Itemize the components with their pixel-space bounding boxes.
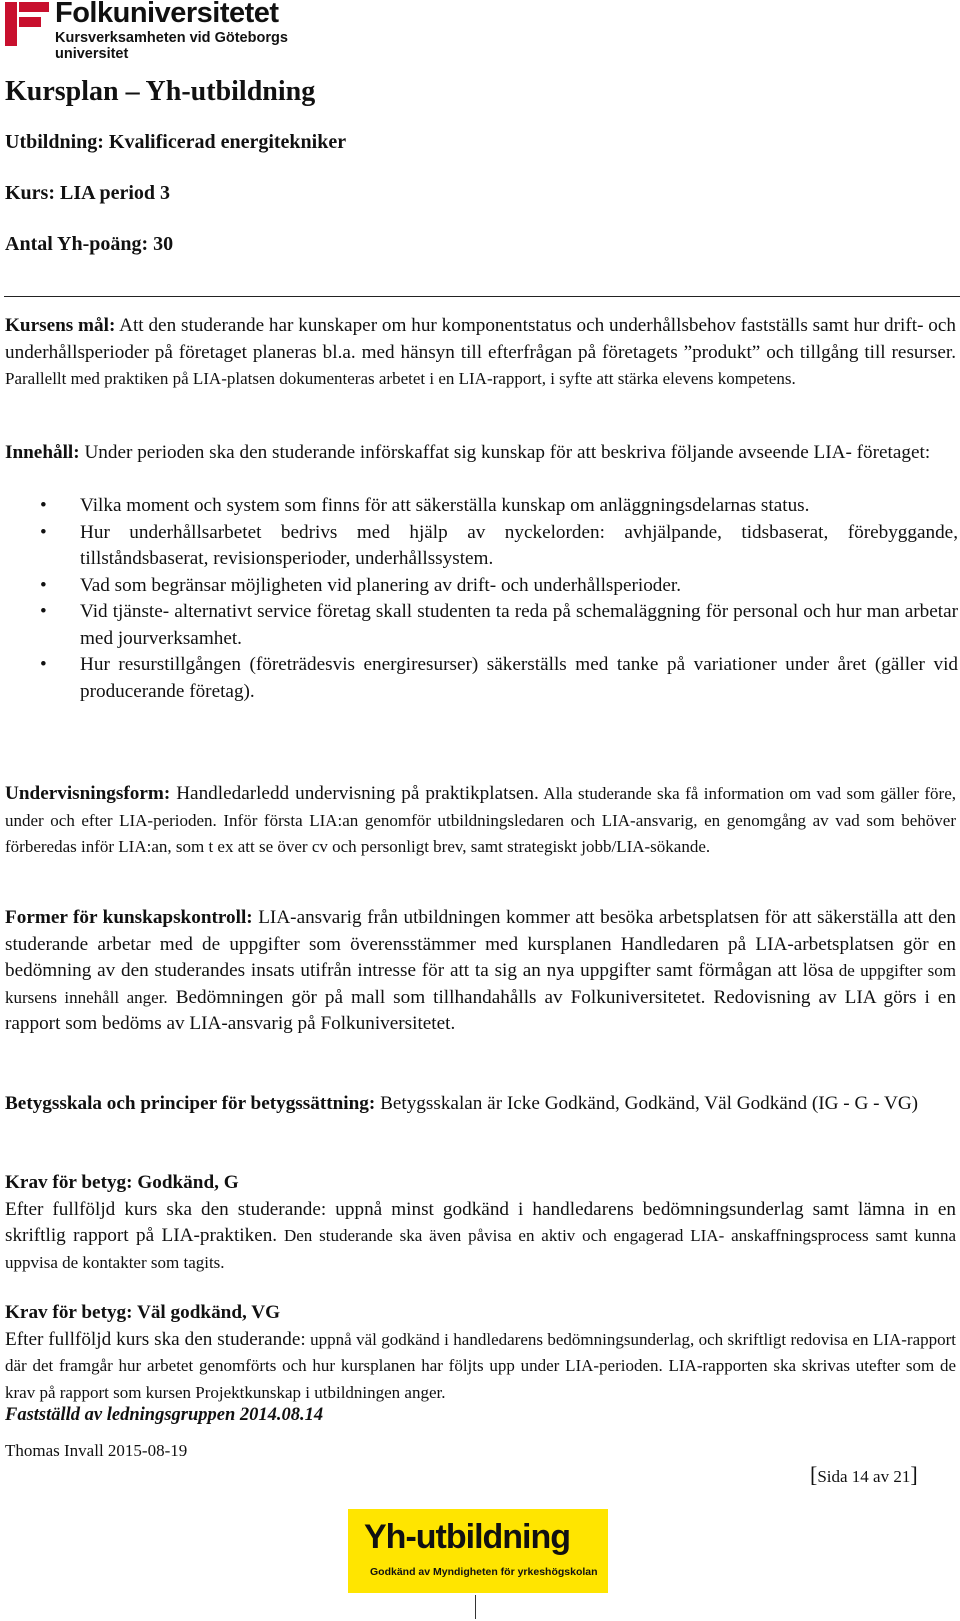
former-section xyxy=(5,905,956,1038)
krav-vg-text: Efter fullföljd kurs ska den studerande: xyxy=(5,1328,306,1350)
betygsskala-section xyxy=(5,1091,956,1118)
bullet-icon: • xyxy=(40,521,47,543)
krav-g-section xyxy=(5,1170,956,1276)
bullet-icon: • xyxy=(40,654,47,675)
list-item-text: Vilka moment och system som finns för att säkerställa kunskap om anläggningsdelarnas status. xyxy=(80,495,810,516)
undervisningsform-text-small: Alla studerande ska få information om vad som gäller före, under och efter LIA-perioden. Inför första LIA:an genomför utbildningsledaren och LIA-ansvarig, en genomgång av vad som behöver förberedas inför LIA:an, som t ex att se över cv och personligt brev, samt strategiskt jobb/LIA-sökande. xyxy=(5,784,956,856)
former-text-2: Bedömningen gör på mall som tillhandahålls av Folkuniversitetet. Redovisning av LIA görs i en rapport som bedöms av LIA-ansvarig på Folkuniversitetet. xyxy=(5,986,957,1034)
innehall-section xyxy=(5,440,956,467)
kursens-mal-label: Kursens mål: xyxy=(5,315,116,336)
former-text: LIA-ansvarig från utbildningen kommer att besöka arbetsplatsen för att säkerställa att den studerande arbetar med de uppgifter som överensstämmer med kursplanen Handledaren på LIA-arbetsplatsen gör en bedömning av den studerandes insats utifrån intresse för att ta sig an nya uppgifter samt förmågan att lösa xyxy=(5,907,956,981)
utbildning-line: Utbildning: Kvalificerad energitekniker xyxy=(5,131,347,153)
text-cursor xyxy=(475,1595,477,1619)
faststalld-line: Fastställd av ledningsgruppen 2014.08.14 xyxy=(5,1405,324,1425)
bullet-icon: • xyxy=(40,574,47,596)
folkuniversitetet-logo-icon xyxy=(3,0,51,50)
list-item-text: Hur resurstillgången (företrädesvis energiresurser) säkerställs med tanke på variationer under året (gäller vid producerande företag). xyxy=(80,654,958,702)
krav-g-text: Efter fullföljd kurs ska den studerande: uppnå minst godkänd i handledarens bedömningsunderlag samt lämna in en skriftlig rapport på LIA-praktiken. xyxy=(5,1198,956,1246)
kursens-mal-section xyxy=(5,313,956,393)
betygsskala-text: Betygsskalan är Icke Godkänd, Godkänd, Väl Godkänd (IG - G - VG) xyxy=(375,1093,919,1114)
krav-vg-text-small: uppnå väl godkänd i handledarens bedömningsunderlag, och skriftligt redovisa en LIA-rapport där det framgår hur arbetet genomförts och hur kursplanen har följts upp under LIA-perioden. LIA-rapporten ska skrivas utefter som de krav på rapport som kursen Projektkunskap i utbildningen anger. xyxy=(5,1329,957,1402)
krav-vg-heading: Krav för betyg: Väl godkänd, VG xyxy=(5,1302,281,1323)
krav-g-text-small: Den studerande ska även påvisa en aktiv och engagerad LIA- anskaffningsprocess samt kunna uppvisa de kontakter som tagits. xyxy=(5,1226,957,1272)
page-number-text: Sida 14 av 21 xyxy=(817,1467,911,1486)
page-number xyxy=(810,1462,918,1488)
list-item-text: Hur underhållsarbetet bedrivs med hjälp av nyckelorden: avhjälpande, tidsbaserat, förebyggande, tillståndsbaserat, revisionsperioder, underhållssystem. xyxy=(80,521,958,569)
list-item xyxy=(0,493,958,520)
yh-utbildning-badge xyxy=(348,1509,608,1593)
yh-badge-subtitle: Godkänd av Myndigheten för yrkeshögskolan xyxy=(370,1566,598,1578)
page-title: Kursplan – Yh-utbildning xyxy=(5,76,316,107)
kursens-mal-text-small: Parallellt med praktiken på LIA-platsen dokumenteras arbetet i en LIA-rapport, i syfte att stärka elevens kompetens. xyxy=(5,369,796,388)
org-subtitle: Kursverksamheten vid Göteborgs universitet xyxy=(55,30,288,62)
divider xyxy=(4,296,960,297)
list-item xyxy=(0,520,958,573)
former-text-small: de uppgifter som kursens innehåll anger. xyxy=(5,961,956,1007)
former-label: Former för kunskapskontroll: xyxy=(5,907,253,928)
yh-badge-title: Yh-utbildning xyxy=(364,1518,571,1556)
innehall-bullet-list xyxy=(0,493,958,705)
innehall-label: Innehåll: xyxy=(5,442,80,463)
folkuniversitetet-logo xyxy=(3,0,363,62)
list-item xyxy=(0,599,958,652)
bullet-icon: • xyxy=(40,495,47,516)
kursens-mal-text: Att den studerande har kunskaper om hur komponentstatus och underhållsbehov fastställs samt hur drift- och underhållsperioder på företaget planeras bl.a. med hänsyn till efterfrågan på företagets ”produkt” och tillgång till resurser. xyxy=(5,315,957,363)
undervisningsform-label: Undervisningsform: xyxy=(5,783,171,804)
kurs-line: Kurs: LIA period 3 xyxy=(5,182,171,204)
undervisningsform-text: Handledarledd undervisning på praktikplatsen. xyxy=(170,783,539,804)
org-name: Folkuniversitetet xyxy=(55,0,279,29)
bracket-open: [ xyxy=(810,1462,818,1487)
bracket-close: ] xyxy=(910,1462,918,1487)
poang-line: Antal Yh-poäng: 30 xyxy=(5,233,174,255)
krav-vg-section xyxy=(5,1300,956,1406)
betygsskala-label: Betygsskala och principer för betygssättning: xyxy=(5,1093,376,1114)
author-date: Thomas Invall 2015-08-19 xyxy=(5,1441,188,1460)
list-item xyxy=(0,652,958,705)
list-item xyxy=(0,573,958,600)
innehall-text: Under perioden ska den studerande införskaffat sig kunskap för att beskriva följande avseende LIA- företaget: xyxy=(79,442,931,463)
list-item-text: Vad som begränsar möjligheten vid planering av drift- och underhållsperioder. xyxy=(80,574,682,596)
bullet-icon: • xyxy=(40,601,47,622)
list-item-text: Vid tjänste- alternativt service företag skall studenten ta reda på schemaläggning för personal och hur man arbetar med jourverksamhet. xyxy=(80,601,958,649)
undervisningsform-section xyxy=(5,781,956,861)
krav-g-heading: Krav för betyg: Godkänd, G xyxy=(5,1172,239,1193)
